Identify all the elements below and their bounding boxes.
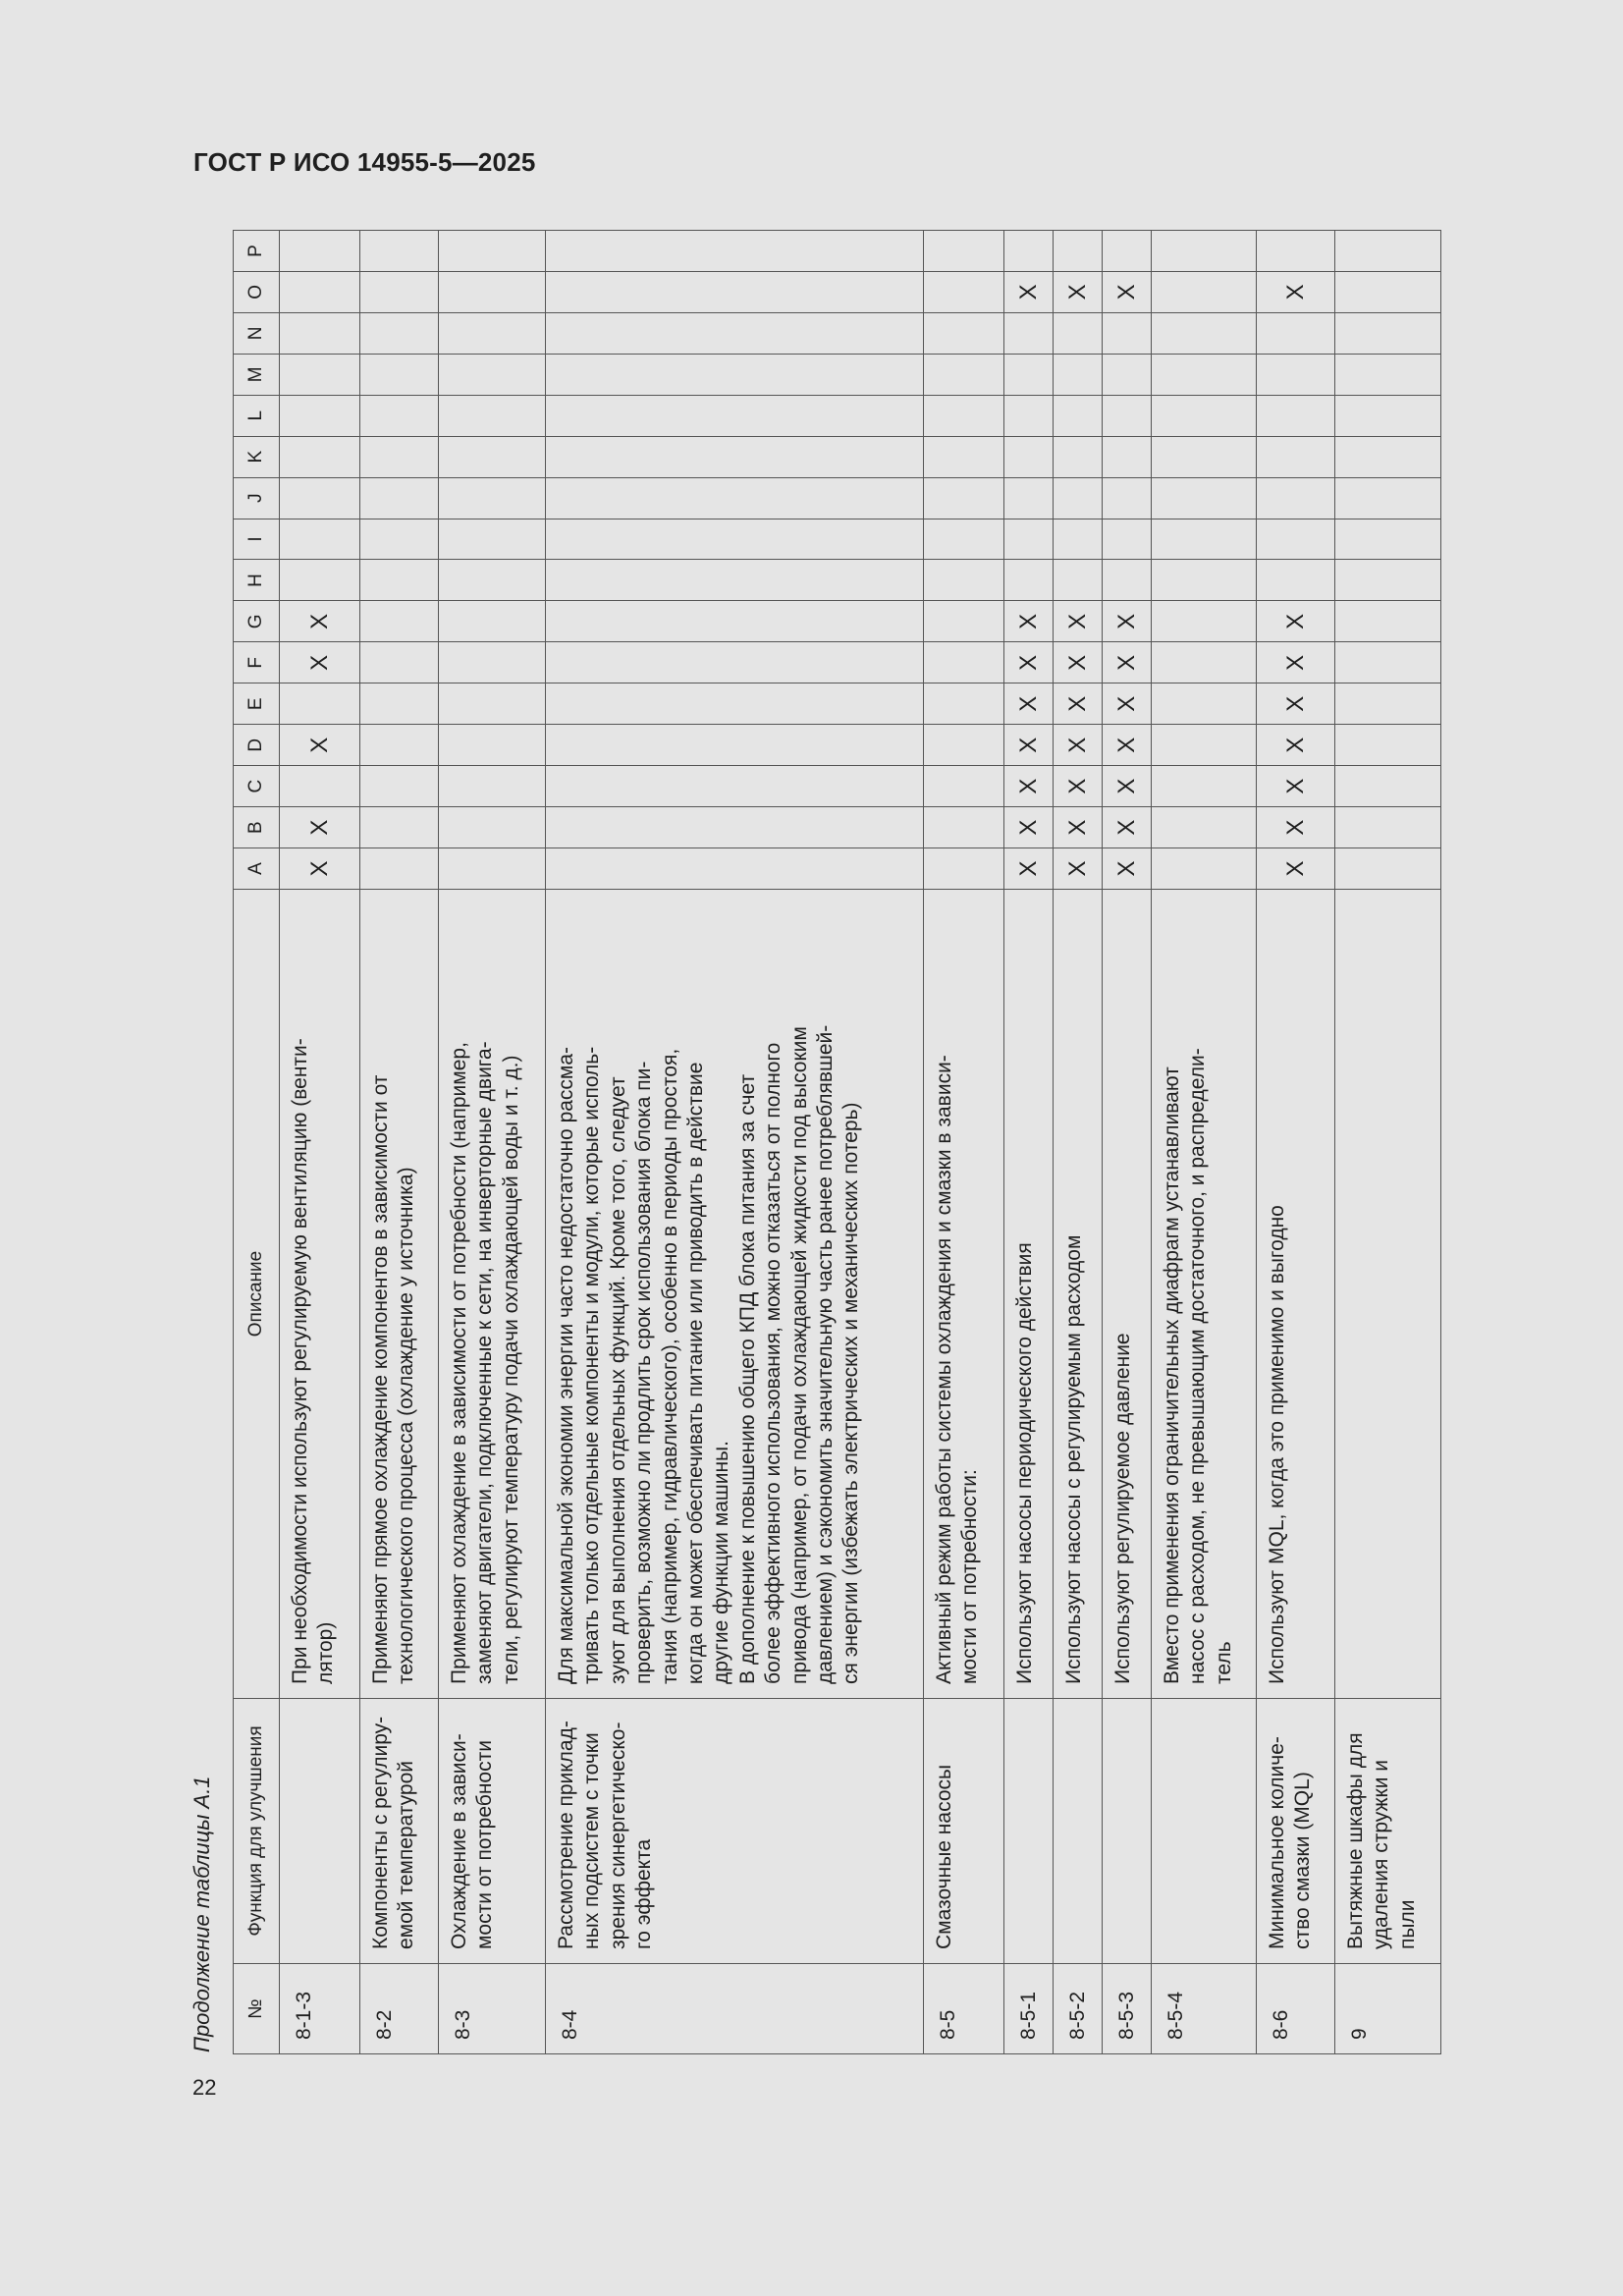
mark-cell-g [924,601,1004,642]
mark-cell-f [360,642,439,683]
mark-cell-d [1335,725,1441,766]
mark-cell-a: X [280,848,360,890]
header-letter-f: F [234,642,280,683]
mark-cell-j [1335,477,1441,519]
header-letter-k: K [234,436,280,477]
mark-cell-n [1103,312,1152,354]
table-row [1257,231,1335,2054]
mark-cell-p [439,231,546,272]
mark-cell-m [1004,354,1054,395]
mark-cell-l [1054,395,1103,436]
mark-cell-m [360,354,439,395]
mark-cell-b: X [1004,807,1054,848]
mark-cell-e: X [1054,683,1103,725]
row-number: 8-5-3 [1103,1964,1152,2054]
mark-cell-l [1004,395,1054,436]
mark-cell-e: X [1103,683,1152,725]
mark-cell-e: X [1257,683,1335,725]
row-function [1152,1699,1257,1964]
table-row [1335,231,1441,2054]
mark-cell-n [1054,312,1103,354]
mark-cell-m [1257,354,1335,395]
mark-cell-k [546,436,924,477]
mark-cell-k [280,436,360,477]
mark-cell-g [1335,601,1441,642]
row-number: 8-2 [360,1964,439,2054]
mark-cell-h [1054,560,1103,601]
header-letter-h: H [234,560,280,601]
mark-cell-g [546,601,924,642]
header-letter-i: I [234,519,280,560]
mark-cell-h [1004,560,1054,601]
header-letter-o: O [234,271,280,312]
mark-cell-h [924,560,1004,601]
mark-cell-a [546,848,924,890]
mark-cell-g [360,601,439,642]
mark-cell-c: X [1054,766,1103,807]
mark-cell-n [439,312,546,354]
mark-cell-f [439,642,546,683]
row-description: Используют регулируемое давление [1103,890,1152,1699]
mark-cell-e [1152,683,1257,725]
mark-cell-g [439,601,546,642]
row-function: Вытяжные шкафы для удаления стружки и пыли [1335,1699,1441,1964]
row-function [1004,1699,1054,1964]
mark-cell-k [439,436,546,477]
row-function: Компоненты с регулиру- емой температурой [360,1699,439,1964]
mark-cell-g: X [1004,601,1054,642]
header-letter-d: D [234,725,280,766]
mark-cell-i [1004,519,1054,560]
mark-cell-i [924,519,1004,560]
mark-cell-m [546,354,924,395]
mark-cell-c [924,766,1004,807]
row-description: Применяют охлаждение в зависимости от потребности (например, заменяют двигатели, подключенные к сети, на инверторные двига- тели, регулируют температуру подачи охлаждающей воды и т. д.) [439,890,546,1699]
mark-cell-c: X [1004,766,1054,807]
mark-cell-k [1004,436,1054,477]
row-description: Для максимальной экономии энергии часто недостаточно рассма- тривать только отдельные компоненты и модули, которые исполь- зуют для выполнения отдельных функций. Кроме того, следует проверить, возможно ли продлить срок использования блока пи- тания (например, гидравлического), особенно в периоды простоя, когда он может обеспечивать питание или приводить в действие другие функции машины. В дополнение к повышению общего КПД блока питания за счет более эффективного использования, можно отказаться от полного привода (например, от подачи охлаждающей жидкости под высоким давлением) и сэкономить значительную часть ранее потреблявшей- ся энергии (избежать электрических и механических потерь) [546,890,924,1699]
table-row [1004,231,1054,2054]
header-description: Описание [234,890,280,1699]
mark-cell-j [546,477,924,519]
mark-cell-o [360,271,439,312]
mark-cell-m [1103,354,1152,395]
row-number: 8-1-3 [280,1964,360,2054]
mark-cell-e [924,683,1004,725]
mark-cell-l [1335,395,1441,436]
mark-cell-p [1054,231,1103,272]
mark-cell-c [360,766,439,807]
mark-cell-l [360,395,439,436]
row-function [1103,1699,1152,1964]
row-number: 8-3 [439,1964,546,2054]
mark-cell-h [1152,560,1257,601]
mark-cell-l [924,395,1004,436]
row-description: Вместо применения ограничительных диафрагм устанавливают насос с расходом, не превышающим достаточного, и распредели- тель [1152,890,1257,1699]
mark-cell-o [280,271,360,312]
table-row [439,231,546,2054]
mark-cell-o: X [1054,271,1103,312]
mark-cell-b: X [1103,807,1152,848]
mark-cell-f: X [1103,642,1152,683]
row-description: При необходимости используют регулируемую вентиляцию (венти- лятор) [280,890,360,1699]
table-header [234,231,280,2054]
mark-cell-h [1257,560,1335,601]
mark-cell-f [546,642,924,683]
mark-cell-i [546,519,924,560]
mark-cell-b [360,807,439,848]
mark-cell-o [546,271,924,312]
table-caption: Продолжение таблицы А.1 [189,1776,214,2052]
rotated-table-container [233,231,1437,2054]
header-letter-j: J [234,477,280,519]
mark-cell-d [439,725,546,766]
mark-cell-g [1152,601,1257,642]
header-letter-c: C [234,766,280,807]
row-description: Применяют прямое охлаждение компонентов в зависимости от технологического процесса (охлаждение у источника) [360,890,439,1699]
mark-cell-i [1257,519,1335,560]
mark-cell-f [1335,642,1441,683]
mark-cell-d: X [1257,725,1335,766]
mark-cell-j [280,477,360,519]
mark-cell-m [439,354,546,395]
mark-cell-b [924,807,1004,848]
mark-cell-g: X [1257,601,1335,642]
mark-cell-n [1004,312,1054,354]
mark-cell-p [1257,231,1335,272]
mark-cell-a: X [1054,848,1103,890]
mark-cell-o [924,271,1004,312]
mark-cell-f: X [1004,642,1054,683]
row-description [1335,890,1441,1699]
mark-cell-b: X [1257,807,1335,848]
mark-cell-m [1152,354,1257,395]
header-row [234,231,280,2054]
mark-cell-p [1103,231,1152,272]
mark-cell-b [546,807,924,848]
row-description: Используют MQL, когда это применимо и выгодно [1257,890,1335,1699]
mark-cell-i [280,519,360,560]
mark-cell-c [280,766,360,807]
mark-cell-p [360,231,439,272]
mark-cell-d [546,725,924,766]
row-description: Активный режим работы системы охлаждения и смазки в зависи- мости от потребности: [924,890,1004,1699]
mark-cell-m [1335,354,1441,395]
mark-cell-d: X [1004,725,1054,766]
mark-cell-n [1335,312,1441,354]
table-row [360,231,439,2054]
mark-cell-i [1335,519,1441,560]
header-letter-e: E [234,683,280,725]
header-letter-n: N [234,312,280,354]
mark-cell-o: X [1103,271,1152,312]
mark-cell-g: X [280,601,360,642]
mark-cell-c [439,766,546,807]
mark-cell-e: X [1004,683,1054,725]
table-row [280,231,360,2054]
mark-cell-b: X [1054,807,1103,848]
mark-cell-g: X [1054,601,1103,642]
mark-cell-p [1004,231,1054,272]
header-letter-b: B [234,807,280,848]
mark-cell-o: X [1004,271,1054,312]
mark-cell-c [1335,766,1441,807]
mark-cell-i [1103,519,1152,560]
row-function: Минимальное количе- ство смазки (MQL) [1257,1699,1335,1964]
mark-cell-j [439,477,546,519]
mark-cell-a [360,848,439,890]
mark-cell-i [360,519,439,560]
header-letter-l: L [234,395,280,436]
mark-cell-n [546,312,924,354]
table-row [546,231,924,2054]
mark-cell-i [439,519,546,560]
mark-cell-l [439,395,546,436]
mark-cell-p [1152,231,1257,272]
mark-cell-c [1152,766,1257,807]
mark-cell-c: X [1257,766,1335,807]
mark-cell-e [1335,683,1441,725]
mark-cell-j [924,477,1004,519]
row-number: 8-5-2 [1054,1964,1103,2054]
mark-cell-o [1152,271,1257,312]
mark-cell-p [546,231,924,272]
mark-cell-a: X [1257,848,1335,890]
mark-cell-a [1152,848,1257,890]
mark-cell-a: X [1103,848,1152,890]
row-function: Охлаждение в зависи- мости от потребности [439,1699,546,1964]
mark-cell-o [1335,271,1441,312]
mark-cell-d: X [280,725,360,766]
mark-cell-f: X [280,642,360,683]
mark-cell-e [439,683,546,725]
mark-cell-p [1335,231,1441,272]
table-row [1054,231,1103,2054]
mark-cell-f [924,642,1004,683]
mark-cell-l [1103,395,1152,436]
mark-cell-m [1054,354,1103,395]
mark-cell-k [1257,436,1335,477]
document-header: ГОСТ Р ИСО 14955-5—2025 [193,147,536,177]
row-description: Используют насосы периодического действия [1004,890,1054,1699]
mark-cell-a [439,848,546,890]
mark-cell-k [1054,436,1103,477]
mark-cell-j [360,477,439,519]
mark-cell-n [1152,312,1257,354]
mark-cell-i [1152,519,1257,560]
mark-cell-o [439,271,546,312]
mark-cell-e [280,683,360,725]
mark-cell-b: X [280,807,360,848]
table-body [280,231,1441,2054]
row-number: 9 [1335,1964,1441,2054]
mark-cell-f [1152,642,1257,683]
mark-cell-l [1257,395,1335,436]
row-number: 8-5 [924,1964,1004,2054]
mark-cell-f: X [1257,642,1335,683]
table-row [1103,231,1152,2054]
row-function: Рассмотрение приклад- ных подсистем с точки зрения синергетическо- го эффекта [546,1699,924,1964]
mark-cell-m [280,354,360,395]
mark-cell-e [360,683,439,725]
mark-cell-k [1152,436,1257,477]
mark-cell-j [1257,477,1335,519]
mark-cell-h [546,560,924,601]
row-function [280,1699,360,1964]
mark-cell-a: X [1004,848,1054,890]
mark-cell-b [439,807,546,848]
mark-cell-f: X [1054,642,1103,683]
mark-cell-g: X [1103,601,1152,642]
mark-cell-m [924,354,1004,395]
header-letter-a: A [234,848,280,890]
mark-cell-k [360,436,439,477]
mark-cell-h [1103,560,1152,601]
mark-cell-j [1103,477,1152,519]
mark-cell-o: X [1257,271,1335,312]
mark-cell-h [280,560,360,601]
mark-cell-c: X [1103,766,1152,807]
mark-cell-d: X [1054,725,1103,766]
table-row [924,231,1004,2054]
mark-cell-k [924,436,1004,477]
mark-cell-e [546,683,924,725]
row-function: Смазочные насосы [924,1699,1004,1964]
table-row [1152,231,1257,2054]
header-letter-g: G [234,601,280,642]
mark-cell-a [924,848,1004,890]
row-description: Используют насосы с регулируемым расходом [1054,890,1103,1699]
mark-cell-d: X [1103,725,1152,766]
mark-cell-k [1335,436,1441,477]
row-number: 8-4 [546,1964,924,2054]
mark-cell-l [1152,395,1257,436]
mark-cell-h [1335,560,1441,601]
mark-cell-l [546,395,924,436]
mark-cell-i [1054,519,1103,560]
functions-table [233,230,1441,2054]
mark-cell-h [439,560,546,601]
page-number: 22 [192,2075,217,2100]
mark-cell-j [1004,477,1054,519]
mark-cell-b [1335,807,1441,848]
header-letter-m: M [234,354,280,395]
mark-cell-j [1152,477,1257,519]
header-letter-p: P [234,231,280,272]
mark-cell-d [360,725,439,766]
mark-cell-l [280,395,360,436]
mark-cell-b [1152,807,1257,848]
mark-cell-j [1054,477,1103,519]
mark-cell-n [924,312,1004,354]
mark-cell-c [546,766,924,807]
mark-cell-k [1103,436,1152,477]
mark-cell-n [1257,312,1335,354]
header-no: № [234,1964,280,2054]
mark-cell-h [360,560,439,601]
mark-cell-d [1152,725,1257,766]
mark-cell-p [280,231,360,272]
mark-cell-n [360,312,439,354]
row-function [1054,1699,1103,1964]
row-number: 8-6 [1257,1964,1335,2054]
mark-cell-d [924,725,1004,766]
header-function: Функция для улучшения [234,1699,280,1964]
mark-cell-n [280,312,360,354]
mark-cell-a [1335,848,1441,890]
row-number: 8-5-4 [1152,1964,1257,2054]
mark-cell-p [924,231,1004,272]
row-number: 8-5-1 [1004,1964,1054,2054]
